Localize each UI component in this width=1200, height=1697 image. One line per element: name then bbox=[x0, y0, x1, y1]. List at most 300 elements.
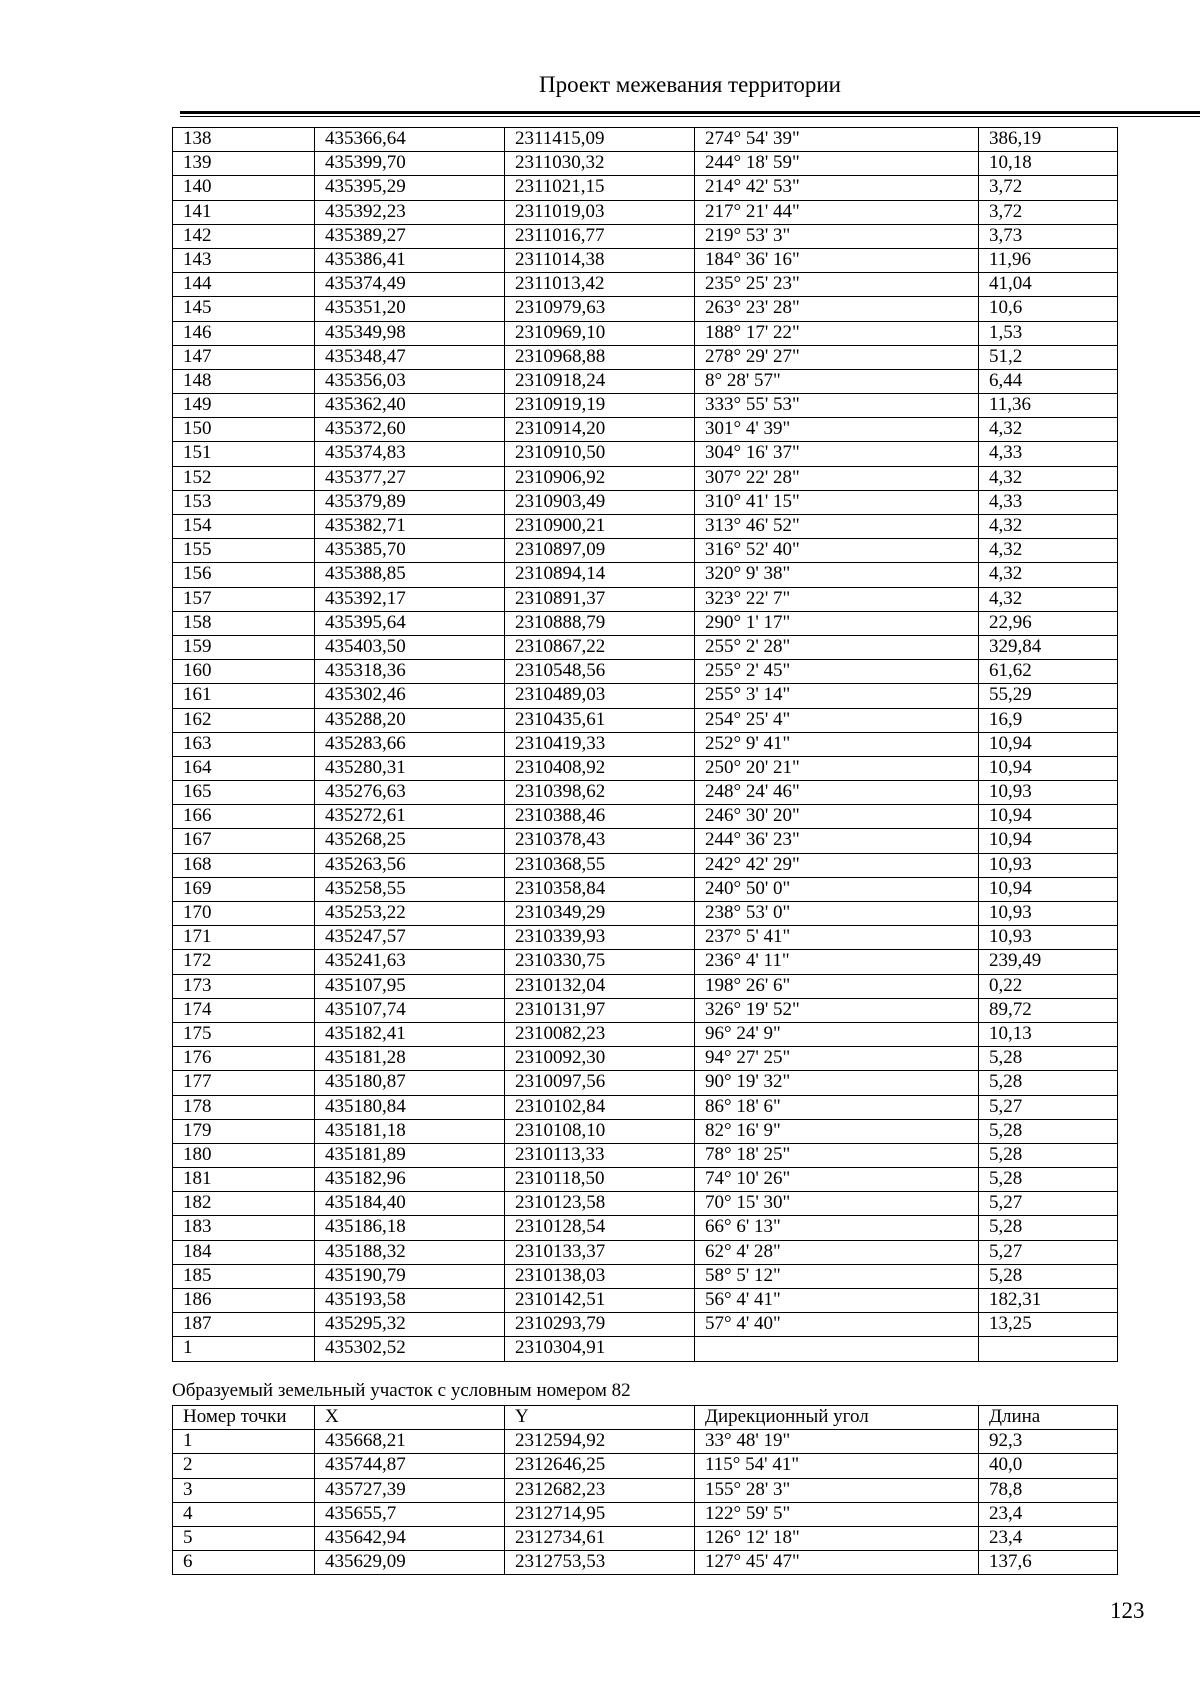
bearing-angle-cell: 74° 10' 26" bbox=[695, 1168, 979, 1192]
x-coordinate-cell: 435727,39 bbox=[315, 1478, 505, 1502]
point-number-cell: 6 bbox=[173, 1551, 315, 1575]
length-cell: 40,0 bbox=[979, 1454, 1118, 1478]
x-coordinate-cell: 435182,41 bbox=[315, 1022, 505, 1046]
header-rule-thick bbox=[180, 111, 1200, 114]
bearing-angle-cell: 248° 24' 46" bbox=[695, 781, 979, 805]
table-row bbox=[173, 998, 1118, 1022]
x-coordinate-cell: 435348,47 bbox=[315, 345, 505, 369]
point-number-cell: 144 bbox=[173, 273, 315, 297]
point-number-cell: 186 bbox=[173, 1289, 315, 1313]
y-coordinate-cell: 2310368,55 bbox=[505, 853, 695, 877]
x-coordinate-cell: 435379,89 bbox=[315, 490, 505, 514]
length-cell: 10,94 bbox=[979, 805, 1118, 829]
bearing-angle-cell: 62° 4' 28" bbox=[695, 1240, 979, 1264]
bearing-angle-cell: 244° 36' 23" bbox=[695, 829, 979, 853]
length-cell: 10,94 bbox=[979, 732, 1118, 756]
point-number-cell: 157 bbox=[173, 587, 315, 611]
table-row bbox=[173, 1168, 1118, 1192]
table-row bbox=[173, 1502, 1118, 1526]
length-cell: 51,2 bbox=[979, 345, 1118, 369]
table-row bbox=[173, 200, 1118, 224]
length-cell: 137,6 bbox=[979, 1551, 1118, 1575]
table-row bbox=[173, 1478, 1118, 1502]
column-header: X bbox=[315, 1406, 505, 1430]
point-number-cell: 1 bbox=[173, 1430, 315, 1454]
x-coordinate-cell: 435181,89 bbox=[315, 1143, 505, 1167]
x-coordinate-cell: 435392,17 bbox=[315, 587, 505, 611]
x-coordinate-cell: 435366,64 bbox=[315, 128, 505, 152]
length-cell: 239,49 bbox=[979, 950, 1118, 974]
table-row bbox=[173, 1313, 1118, 1337]
x-coordinate-cell: 435241,63 bbox=[315, 950, 505, 974]
bearing-angle-cell: 94° 27' 25" bbox=[695, 1047, 979, 1071]
length-cell: 4,32 bbox=[979, 466, 1118, 490]
x-coordinate-cell: 435295,32 bbox=[315, 1313, 505, 1337]
table-row bbox=[173, 248, 1118, 272]
length-cell: 10,93 bbox=[979, 926, 1118, 950]
length-cell: 1,53 bbox=[979, 321, 1118, 345]
length-cell: 22,96 bbox=[979, 611, 1118, 635]
y-coordinate-cell: 2312682,23 bbox=[505, 1478, 695, 1502]
length-cell: 4,32 bbox=[979, 563, 1118, 587]
y-coordinate-cell: 2310123,58 bbox=[505, 1192, 695, 1216]
table-row bbox=[173, 539, 1118, 563]
point-number-cell: 173 bbox=[173, 974, 315, 998]
bearing-angle-cell: 122° 59' 5" bbox=[695, 1502, 979, 1526]
point-number-cell: 182 bbox=[173, 1192, 315, 1216]
length-cell: 4,32 bbox=[979, 587, 1118, 611]
bearing-angle-cell: 254° 25' 4" bbox=[695, 708, 979, 732]
x-coordinate-cell: 435188,32 bbox=[315, 1240, 505, 1264]
point-number-cell: 159 bbox=[173, 635, 315, 659]
bearing-angle-cell: 304° 16' 37" bbox=[695, 442, 979, 466]
x-coordinate-cell: 435190,79 bbox=[315, 1264, 505, 1288]
table-row bbox=[173, 1289, 1118, 1313]
table-row bbox=[173, 297, 1118, 321]
table-row bbox=[173, 1264, 1118, 1288]
bearing-angle-cell: 255° 2' 28" bbox=[695, 635, 979, 659]
column-header: Y bbox=[505, 1406, 695, 1430]
point-number-cell: 3 bbox=[173, 1478, 315, 1502]
table-row bbox=[173, 684, 1118, 708]
bearing-angle-cell: 242° 42' 29" bbox=[695, 853, 979, 877]
length-cell: 182,31 bbox=[979, 1289, 1118, 1313]
length-cell: 5,28 bbox=[979, 1264, 1118, 1288]
table-row bbox=[173, 176, 1118, 200]
point-number-cell: 156 bbox=[173, 563, 315, 587]
x-coordinate-cell: 435182,96 bbox=[315, 1168, 505, 1192]
bearing-angle-cell: 58° 5' 12" bbox=[695, 1264, 979, 1288]
point-number-cell: 153 bbox=[173, 490, 315, 514]
x-coordinate-cell: 435107,95 bbox=[315, 974, 505, 998]
bearing-angle-cell: 240° 50' 0" bbox=[695, 877, 979, 901]
y-coordinate-cell: 2310891,37 bbox=[505, 587, 695, 611]
bearing-angle-cell: 219° 53' 3" bbox=[695, 224, 979, 248]
point-number-cell: 187 bbox=[173, 1313, 315, 1337]
point-number-cell: 164 bbox=[173, 756, 315, 780]
bearing-angle-cell: 238° 53' 0" bbox=[695, 902, 979, 926]
length-cell: 4,32 bbox=[979, 539, 1118, 563]
bearing-angle-cell: 96° 24' 9" bbox=[695, 1022, 979, 1046]
point-number-cell: 147 bbox=[173, 345, 315, 369]
point-number-cell: 175 bbox=[173, 1022, 315, 1046]
length-cell: 5,27 bbox=[979, 1192, 1118, 1216]
y-coordinate-cell: 2311021,15 bbox=[505, 176, 695, 200]
table-row bbox=[173, 273, 1118, 297]
x-coordinate-cell: 435642,94 bbox=[315, 1526, 505, 1550]
x-coordinate-cell: 435655,7 bbox=[315, 1502, 505, 1526]
table-row bbox=[173, 587, 1118, 611]
bearing-angle-cell: 236° 4' 11" bbox=[695, 950, 979, 974]
bearing-angle-cell: 326° 19' 52" bbox=[695, 998, 979, 1022]
length-cell: 10,18 bbox=[979, 152, 1118, 176]
table-row bbox=[173, 902, 1118, 926]
point-number-cell: 183 bbox=[173, 1216, 315, 1240]
y-coordinate-cell: 2310132,04 bbox=[505, 974, 695, 998]
point-number-cell: 143 bbox=[173, 248, 315, 272]
x-coordinate-cell: 435268,25 bbox=[315, 829, 505, 853]
length-cell: 41,04 bbox=[979, 273, 1118, 297]
length-cell: 11,96 bbox=[979, 248, 1118, 272]
x-coordinate-cell: 435374,83 bbox=[315, 442, 505, 466]
bearing-angle-cell: 278° 29' 27" bbox=[695, 345, 979, 369]
x-coordinate-cell: 435382,71 bbox=[315, 515, 505, 539]
column-header: Дирекционный угол bbox=[695, 1406, 979, 1430]
bearing-angle-cell: 115° 54' 41" bbox=[695, 1454, 979, 1478]
x-coordinate-cell: 435388,85 bbox=[315, 563, 505, 587]
table-row bbox=[173, 1240, 1118, 1264]
x-coordinate-cell: 435403,50 bbox=[315, 635, 505, 659]
y-coordinate-cell: 2310082,23 bbox=[505, 1022, 695, 1046]
point-number-cell: 174 bbox=[173, 998, 315, 1022]
point-number-cell: 1 bbox=[173, 1337, 315, 1361]
point-number-cell: 151 bbox=[173, 442, 315, 466]
bearing-angle-cell: 235° 25' 23" bbox=[695, 273, 979, 297]
table-row bbox=[173, 152, 1118, 176]
point-number-cell: 146 bbox=[173, 321, 315, 345]
bearing-angle-cell: 244° 18' 59" bbox=[695, 152, 979, 176]
coordinates-table-continued bbox=[172, 127, 1118, 1362]
bearing-angle-cell: 316° 52' 40" bbox=[695, 539, 979, 563]
y-coordinate-cell: 2312734,61 bbox=[505, 1526, 695, 1550]
y-coordinate-cell: 2310304,91 bbox=[505, 1337, 695, 1361]
y-coordinate-cell: 2310108,10 bbox=[505, 1119, 695, 1143]
length-cell: 386,19 bbox=[979, 128, 1118, 152]
length-cell: 23,4 bbox=[979, 1502, 1118, 1526]
length-cell: 23,4 bbox=[979, 1526, 1118, 1550]
x-coordinate-cell: 435180,87 bbox=[315, 1071, 505, 1095]
x-coordinate-cell: 435395,64 bbox=[315, 611, 505, 635]
table-row bbox=[173, 926, 1118, 950]
bearing-angle-cell: 184° 36' 16" bbox=[695, 248, 979, 272]
point-number-cell: 155 bbox=[173, 539, 315, 563]
x-coordinate-cell: 435272,61 bbox=[315, 805, 505, 829]
bearing-angle-cell: 70° 15' 30" bbox=[695, 1192, 979, 1216]
y-coordinate-cell: 2311415,09 bbox=[505, 128, 695, 152]
length-cell: 4,32 bbox=[979, 418, 1118, 442]
length-cell: 16,9 bbox=[979, 708, 1118, 732]
y-coordinate-cell: 2310102,84 bbox=[505, 1095, 695, 1119]
bearing-angle-cell: 66° 6' 13" bbox=[695, 1216, 979, 1240]
length-cell: 89,72 bbox=[979, 998, 1118, 1022]
x-coordinate-cell: 435362,40 bbox=[315, 394, 505, 418]
bearing-angle-cell: 90° 19' 32" bbox=[695, 1071, 979, 1095]
y-coordinate-cell: 2310903,49 bbox=[505, 490, 695, 514]
length-cell: 6,44 bbox=[979, 369, 1118, 393]
table-row bbox=[173, 635, 1118, 659]
x-coordinate-cell: 435280,31 bbox=[315, 756, 505, 780]
x-coordinate-cell: 435181,28 bbox=[315, 1047, 505, 1071]
bearing-angle-cell: 214° 42' 53" bbox=[695, 176, 979, 200]
x-coordinate-cell: 435386,41 bbox=[315, 248, 505, 272]
point-number-cell: 172 bbox=[173, 950, 315, 974]
point-number-cell: 176 bbox=[173, 1047, 315, 1071]
bearing-angle-cell: 86° 18' 6" bbox=[695, 1095, 979, 1119]
length-cell: 3,72 bbox=[979, 176, 1118, 200]
length-cell: 10,94 bbox=[979, 756, 1118, 780]
x-coordinate-cell: 435377,27 bbox=[315, 466, 505, 490]
length-cell: 5,27 bbox=[979, 1095, 1118, 1119]
length-cell: 10,6 bbox=[979, 297, 1118, 321]
length-cell: 13,25 bbox=[979, 1313, 1118, 1337]
y-coordinate-cell: 2310914,20 bbox=[505, 418, 695, 442]
table-row bbox=[173, 1430, 1118, 1454]
point-number-cell: 166 bbox=[173, 805, 315, 829]
length-cell: 11,36 bbox=[979, 394, 1118, 418]
bearing-angle-cell: 301° 4' 39" bbox=[695, 418, 979, 442]
y-coordinate-cell: 2310897,09 bbox=[505, 539, 695, 563]
y-coordinate-cell: 2310113,33 bbox=[505, 1143, 695, 1167]
x-coordinate-cell: 435302,46 bbox=[315, 684, 505, 708]
point-number-cell: 180 bbox=[173, 1143, 315, 1167]
length-cell: 10,93 bbox=[979, 781, 1118, 805]
length-cell: 4,33 bbox=[979, 442, 1118, 466]
x-coordinate-cell: 435180,84 bbox=[315, 1095, 505, 1119]
table-row bbox=[173, 515, 1118, 539]
table-row bbox=[173, 853, 1118, 877]
table-row bbox=[173, 1095, 1118, 1119]
y-coordinate-cell: 2310358,84 bbox=[505, 877, 695, 901]
table-row bbox=[173, 974, 1118, 998]
bearing-angle-cell: 307° 22' 28" bbox=[695, 466, 979, 490]
bearing-angle-cell: 333° 55' 53" bbox=[695, 394, 979, 418]
point-number-cell: 163 bbox=[173, 732, 315, 756]
y-coordinate-cell: 2310888,79 bbox=[505, 611, 695, 635]
y-coordinate-cell: 2310138,03 bbox=[505, 1264, 695, 1288]
y-coordinate-cell: 2310548,56 bbox=[505, 660, 695, 684]
table-row bbox=[173, 756, 1118, 780]
table-row bbox=[173, 1216, 1118, 1240]
y-coordinate-cell: 2310894,14 bbox=[505, 563, 695, 587]
table-row bbox=[173, 490, 1118, 514]
table-row bbox=[173, 829, 1118, 853]
point-number-cell: 141 bbox=[173, 200, 315, 224]
length-cell: 5,27 bbox=[979, 1240, 1118, 1264]
y-coordinate-cell: 2310293,79 bbox=[505, 1313, 695, 1337]
x-coordinate-cell: 435181,18 bbox=[315, 1119, 505, 1143]
x-coordinate-cell: 435263,56 bbox=[315, 853, 505, 877]
y-coordinate-cell: 2312714,95 bbox=[505, 1502, 695, 1526]
point-number-cell: 149 bbox=[173, 394, 315, 418]
x-coordinate-cell: 435744,87 bbox=[315, 1454, 505, 1478]
bearing-angle-cell: 33° 48' 19" bbox=[695, 1430, 979, 1454]
table-row bbox=[173, 563, 1118, 587]
length-cell: 5,28 bbox=[979, 1168, 1118, 1192]
table-row bbox=[173, 128, 1118, 152]
x-coordinate-cell: 435302,52 bbox=[315, 1337, 505, 1361]
bearing-angle-cell: 78° 18' 25" bbox=[695, 1143, 979, 1167]
x-coordinate-cell: 435351,20 bbox=[315, 297, 505, 321]
length-cell: 10,94 bbox=[979, 829, 1118, 853]
bearing-angle-cell: 255° 3' 14" bbox=[695, 684, 979, 708]
point-number-cell: 142 bbox=[173, 224, 315, 248]
x-coordinate-cell: 435276,63 bbox=[315, 781, 505, 805]
point-number-cell: 181 bbox=[173, 1168, 315, 1192]
page-number: 123 bbox=[1110, 1598, 1145, 1623]
point-number-cell: 177 bbox=[173, 1071, 315, 1095]
bearing-angle-cell: 198° 26' 6" bbox=[695, 974, 979, 998]
bearing-angle-cell: 250° 20' 21" bbox=[695, 756, 979, 780]
y-coordinate-cell: 2311019,03 bbox=[505, 200, 695, 224]
x-coordinate-cell: 435318,36 bbox=[315, 660, 505, 684]
table-row bbox=[173, 345, 1118, 369]
bearing-angle-cell: 310° 41' 15" bbox=[695, 490, 979, 514]
table-row bbox=[173, 1143, 1118, 1167]
point-number-cell: 161 bbox=[173, 684, 315, 708]
x-coordinate-cell: 435356,03 bbox=[315, 369, 505, 393]
length-cell: 10,13 bbox=[979, 1022, 1118, 1046]
point-number-cell: 165 bbox=[173, 781, 315, 805]
point-number-cell: 162 bbox=[173, 708, 315, 732]
header-rule-thin bbox=[180, 116, 1200, 117]
table-row bbox=[173, 660, 1118, 684]
y-coordinate-cell: 2312594,92 bbox=[505, 1430, 695, 1454]
point-number-cell: 152 bbox=[173, 466, 315, 490]
bearing-angle-cell: 188° 17' 22" bbox=[695, 321, 979, 345]
y-coordinate-cell: 2310378,43 bbox=[505, 829, 695, 853]
length-cell: 3,73 bbox=[979, 224, 1118, 248]
parcel-82-coordinates-table bbox=[172, 1405, 1118, 1575]
y-coordinate-cell: 2310388,46 bbox=[505, 805, 695, 829]
length-cell: 78,8 bbox=[979, 1478, 1118, 1502]
y-coordinate-cell: 2310918,24 bbox=[505, 369, 695, 393]
bearing-angle-cell: 155° 28' 3" bbox=[695, 1478, 979, 1502]
bearing-angle-cell: 313° 46' 52" bbox=[695, 515, 979, 539]
x-coordinate-cell: 435283,66 bbox=[315, 732, 505, 756]
table-row bbox=[173, 442, 1118, 466]
y-coordinate-cell: 2310131,97 bbox=[505, 998, 695, 1022]
bearing-angle-cell: 274° 54' 39" bbox=[695, 128, 979, 152]
table-row bbox=[173, 805, 1118, 829]
point-number-cell: 170 bbox=[173, 902, 315, 926]
length-cell: 55,29 bbox=[979, 684, 1118, 708]
table-row bbox=[173, 1071, 1118, 1095]
y-coordinate-cell: 2310919,19 bbox=[505, 394, 695, 418]
point-number-cell: 171 bbox=[173, 926, 315, 950]
bearing-angle-cell: 290° 1' 17" bbox=[695, 611, 979, 635]
point-number-cell: 154 bbox=[173, 515, 315, 539]
length-cell: 5,28 bbox=[979, 1216, 1118, 1240]
length-cell: 10,93 bbox=[979, 902, 1118, 926]
x-coordinate-cell: 435372,60 bbox=[315, 418, 505, 442]
y-coordinate-cell: 2311016,77 bbox=[505, 224, 695, 248]
y-coordinate-cell: 2310142,51 bbox=[505, 1289, 695, 1313]
table-row bbox=[173, 732, 1118, 756]
point-number-cell: 160 bbox=[173, 660, 315, 684]
length-cell: 61,62 bbox=[979, 660, 1118, 684]
point-number-cell: 169 bbox=[173, 877, 315, 901]
point-number-cell: 150 bbox=[173, 418, 315, 442]
y-coordinate-cell: 2310128,54 bbox=[505, 1216, 695, 1240]
y-coordinate-cell: 2310330,75 bbox=[505, 950, 695, 974]
length-cell: 4,32 bbox=[979, 515, 1118, 539]
table-row bbox=[173, 950, 1118, 974]
table-row bbox=[173, 466, 1118, 490]
point-number-cell: 138 bbox=[173, 128, 315, 152]
length-cell: 329,84 bbox=[979, 635, 1118, 659]
x-coordinate-cell: 435392,23 bbox=[315, 200, 505, 224]
length-cell: 5,28 bbox=[979, 1071, 1118, 1095]
y-coordinate-cell: 2310092,30 bbox=[505, 1047, 695, 1071]
point-number-cell: 158 bbox=[173, 611, 315, 635]
table-header-row bbox=[173, 1406, 1118, 1430]
table-row bbox=[173, 877, 1118, 901]
table-row bbox=[173, 1047, 1118, 1071]
table-row bbox=[173, 1526, 1118, 1550]
bearing-angle-cell: 237° 5' 41" bbox=[695, 926, 979, 950]
table-row bbox=[173, 781, 1118, 805]
point-number-cell: 139 bbox=[173, 152, 315, 176]
page-header-title: Проект межевания территории bbox=[539, 72, 841, 97]
y-coordinate-cell: 2310349,29 bbox=[505, 902, 695, 926]
x-coordinate-cell: 435629,09 bbox=[315, 1551, 505, 1575]
column-header: Номер точки bbox=[173, 1406, 315, 1430]
length-cell: 5,28 bbox=[979, 1047, 1118, 1071]
y-coordinate-cell: 2311014,38 bbox=[505, 248, 695, 272]
y-coordinate-cell: 2310906,92 bbox=[505, 466, 695, 490]
x-coordinate-cell: 435395,29 bbox=[315, 176, 505, 200]
x-coordinate-cell: 435184,40 bbox=[315, 1192, 505, 1216]
y-coordinate-cell: 2310118,50 bbox=[505, 1168, 695, 1192]
point-number-cell: 185 bbox=[173, 1264, 315, 1288]
bearing-angle-cell: 320° 9' 38" bbox=[695, 563, 979, 587]
y-coordinate-cell: 2310133,37 bbox=[505, 1240, 695, 1264]
y-coordinate-cell: 2310097,56 bbox=[505, 1071, 695, 1095]
y-coordinate-cell: 2310419,33 bbox=[505, 732, 695, 756]
y-coordinate-cell: 2312753,53 bbox=[505, 1551, 695, 1575]
x-coordinate-cell: 435258,55 bbox=[315, 877, 505, 901]
table-row bbox=[173, 1119, 1118, 1143]
length-cell: 10,93 bbox=[979, 853, 1118, 877]
y-coordinate-cell: 2310910,50 bbox=[505, 442, 695, 466]
length-cell: 0,22 bbox=[979, 974, 1118, 998]
point-number-cell: 167 bbox=[173, 829, 315, 853]
table-row bbox=[173, 321, 1118, 345]
table-row bbox=[173, 708, 1118, 732]
x-coordinate-cell: 435385,70 bbox=[315, 539, 505, 563]
y-coordinate-cell: 2310398,62 bbox=[505, 781, 695, 805]
bearing-angle-cell: 252° 9' 41" bbox=[695, 732, 979, 756]
x-coordinate-cell: 435349,98 bbox=[315, 321, 505, 345]
length-cell: 92,3 bbox=[979, 1430, 1118, 1454]
x-coordinate-cell: 435247,57 bbox=[315, 926, 505, 950]
bearing-angle-cell: 126° 12' 18" bbox=[695, 1526, 979, 1550]
x-coordinate-cell: 435107,74 bbox=[315, 998, 505, 1022]
bearing-angle-cell: 246° 30' 20" bbox=[695, 805, 979, 829]
length-cell: 4,33 bbox=[979, 490, 1118, 514]
y-coordinate-cell: 2310968,88 bbox=[505, 345, 695, 369]
bearing-angle-cell: 8° 28' 57" bbox=[695, 369, 979, 393]
